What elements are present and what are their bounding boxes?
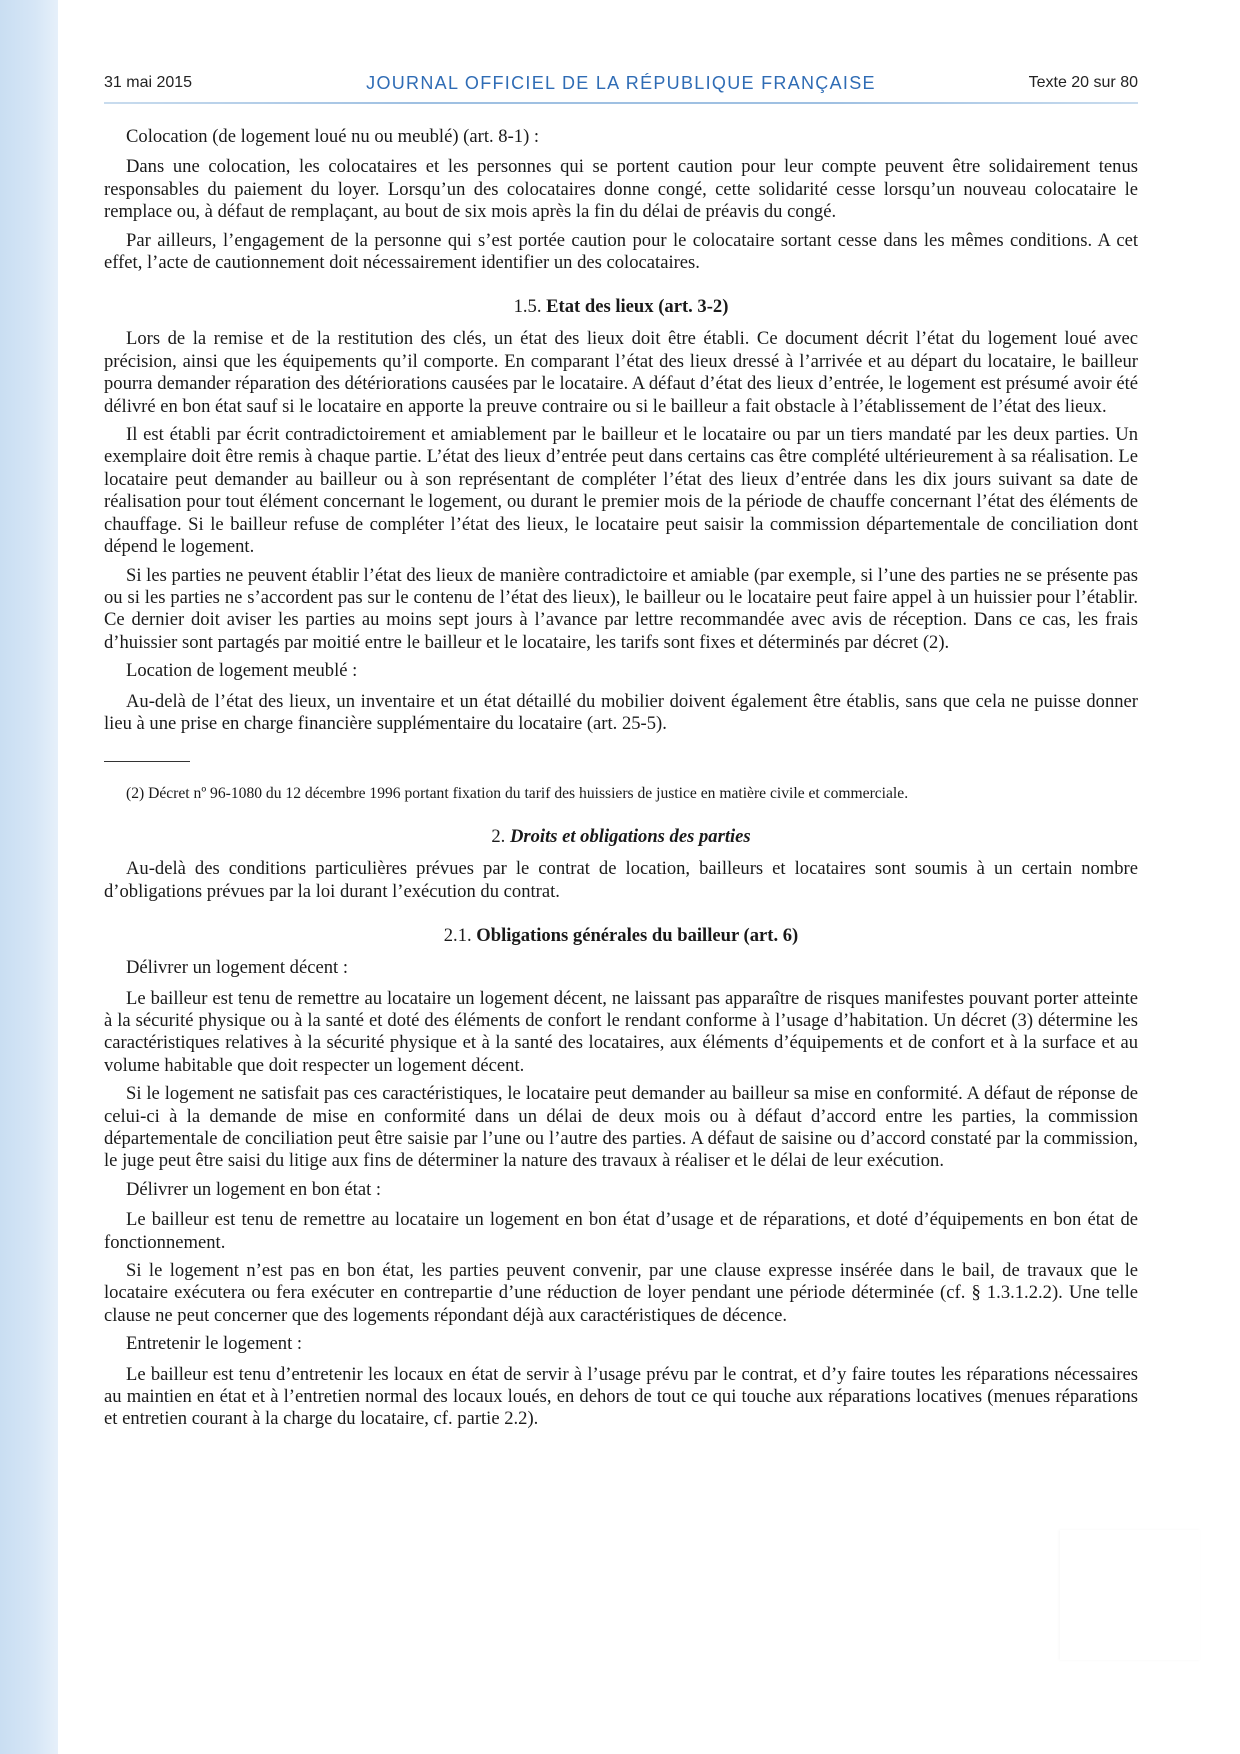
paragraph: Si le logement ne satisfait pas ces caractéristiques, le locataire peut demander au bailleur sa mise en conformité. A défaut de réponse de celui-ci à la demande de mise en conformité dans un délai de deux mois ou à défaut d’accord entre les parties, la commission départementale de conciliation peut être saisie par l’une ou l’autre des parties. A défaut de saisine ou d’accord constaté par la commission, le juge peut être saisi du litige aux fins de déterminer la nature des travaux à réaliser et le délai de leur exécution. [104,1083,1138,1172]
footnote: (2) Décret nº 96-1080 du 12 décembre 1996 portant fixation du tarif des huissiers de justice en matière civile et commerciale. [126,785,909,803]
paragraph: Par ailleurs, l’engagement de la personne qui s’est portée caution pour le colocataire sortant cesse dans les mêmes conditions. A cet effet, l’acte de cautionnement doit nécessairement identifier un des colocataires. [104,229,1138,274]
paragraph: Si les parties ne peuvent établir l’état des lieux de manière contradictoire et amiable (par exemple, si l’une des parties ne se présente pas ou si les parties ne s’accordent pas sur le contenu de l’état des lieux), le bailleur ou le locataire peut faire appel à un huissier pour l’établir. Ce dernier doit aviser les parties au moins sept jours à l’avance par lettre recommandée avec avis de réception. Dans ce cas, les frais d’huissier sont partagés par moitié entre le bailleur et le locataire, les tarifs sont fixes et déterminés par décret (2). [104,564,1138,653]
section-heading-1-5 [104,296,1138,318]
paragraph: Location de logement meublé : [126,660,358,682]
document-body [104,126,1138,1431]
paragraph: Le bailleur est tenu de remettre au locataire un logement en bon état d’usage et de réparations, et doté d’équipements en bon état de fonctionnement. [104,1209,1138,1253]
paragraph: Colocation (de logement loué nu ou meublé) (art. 8-1) : [126,126,540,147]
paragraph: Le bailleur est tenu d’entretenir les locaux en état de servir à l’usage prévu par le contrat, et d’y faire toutes les réparations nécessaires au maintien en état et à l’entretien normal des locaux loués, en dehors de tout ce qui touche aux réparations locatives (menues réparations et entretien courant à la charge du locataire, cf. partie 2.2). [104,1363,1138,1430]
section-heading-2-1 [104,925,1138,947]
paragraph: Au-delà de l’état des lieux, un inventaire et un état détaillé du mobilier doivent également être établis, sans que cela ne puisse donner lieu à une prise en charge financière supplémentaire du locataire (art. 25-5). [104,690,1138,734]
paragraph: Il est établi par écrit contradictoirement et amiablement par le bailleur et le locataire ou par un tiers mandaté par les deux parties. Un exemplaire doit être remis à chaque partie. L’état des lieux d’entrée peut dans certains cas être complété ultérieurement à sa réalisation. Le locataire peut demander au bailleur ou à son représentant de compléter l’état des lieux d’entrée dans les dix jours suivant sa date de réalisation pour tout élément concernant le logement, ou durant le premier mois de la période de chauffe concernant l’état des éléments de chauffage. Si le bailleur refuse de compléter l’état des lieux, le locataire peut saisir la commission départementale de conciliation dont dépend le logement. [104,424,1138,558]
section-heading-2 [104,826,1138,848]
section-title: Droits et obligations des parties [509,826,751,848]
paragraph: Délivrer un logement décent : [126,957,349,979]
paragraph: Si le logement n’est pas en bon état, les parties peuvent convenir, par une clause expresse insérée dans le bail, de travaux que le locataire exécutera ou fera exécuter en contrepartie d’une réduction de loyer pendant une période déterminée (cf. § 1.3.1.2.2). Une telle clause ne peut concerner que des logements répondant déjà aux caractéristiques de décence. [104,1260,1138,1326]
paragraph: Lors de la remise et de la restitution des clés, un état des lieux doit être établi. Ce document décrit l’état du logement loué avec précision, ainsi que les équipements qu’il comporte. En comparant l’état des lieux dressé à l’arrivée et au départ du locataire, le bailleur pourra demander réparation des détériorations causées par le locataire. A défaut d’état des lieux d’entrée, le logement est présumé avoir été délivré en bon état sauf si le locataire en apporte la preuve contraire ou si le bailleur a fait obstacle à l’établissement de l’état des lieux. [104,328,1138,417]
section-number: 2. [491,826,510,848]
section-title: Obligations générales du bailleur (art. 6) [476,925,799,947]
section-number: 2.1. [443,925,477,947]
header-date: 31 mai 2015 [104,74,193,91]
paragraph: Entretenir le logement : [126,1333,303,1355]
footnote-rule [104,761,190,762]
paragraph: Le bailleur est tenu de remettre au locataire un logement décent, ne laissant pas apparaître de risques manifestes pouvant porter atteinte à la sécurité physique ou à la santé et doté des éléments de confort le rendant conforme à l’usage d’habitation. Un décret (3) détermine les caractéristiques relatives à la sécurité physique et à la santé des locataires, aux éléments d’équipements et de confort et à la surface et au volume habitable que doit respecter un logement décent. [104,987,1138,1076]
header-journal-title: JOURNAL OFFICIEL DE LA RÉPUBLIQUE FRANÇAISE [366,73,876,93]
page-corner [1060,1530,1200,1660]
page-header [104,66,1138,102]
section-title: Etat des lieux (art. 3-2) [546,296,729,318]
header-rule [104,102,1138,104]
page-margin-band [0,0,58,1754]
paragraph: Au-delà des conditions particulières prévues par le contrat de location, bailleurs et locataires sont soumis à un certain nombre d’obligations prévues par la loi durant l’exécution du contrat. [104,858,1138,902]
paragraph: Délivrer un logement en bon état : [126,1178,382,1200]
header-text-number: Texte 20 sur 80 [1028,74,1138,91]
document-page [104,66,1138,1437]
paragraph: Dans une colocation, les colocataires et les personnes qui se portent caution pour leur compte peuvent être solidairement tenus responsables du paiement du loyer. Lorsqu’un des colocataires donne congé, cette solidarité cesse lorsqu’un nouveau colocataire le remplace ou, à défaut de remplaçant, au bout de six mois après la fin du délai de préavis du congé. [104,156,1138,223]
section-number: 1.5. [513,296,547,318]
